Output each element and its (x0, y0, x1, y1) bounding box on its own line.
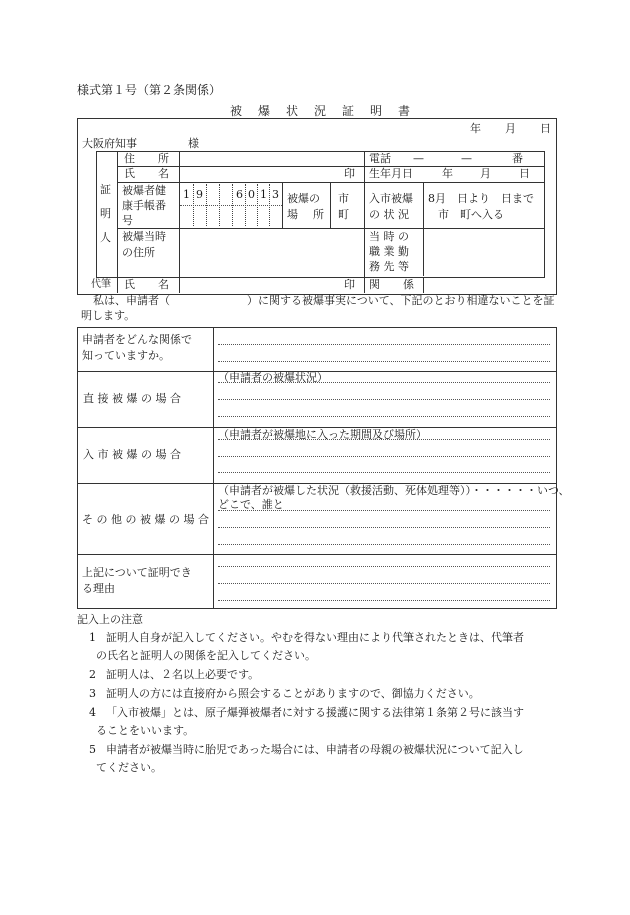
note-number: 2 (89, 668, 96, 681)
notebook-digit: 9 (196, 188, 203, 201)
section-label-direct: 直 接 被 爆 の 場 合 (83, 392, 181, 405)
place-town: 町 (338, 208, 349, 221)
section-label-reason-2: る理由 (82, 582, 115, 595)
certifier-label-2: 明 (100, 207, 111, 220)
direct-hint: （申請者の被爆状況） (218, 371, 328, 384)
note-text: 「入市被爆」とは、原子爆弾被爆者に対する援護に関する法律第１条第２号に該当す (106, 706, 524, 719)
statement-line-2: 明します。 (81, 309, 136, 322)
notebook-digit: 0 (248, 188, 255, 201)
note-text-cont: の氏名と証明人の関係を記入してください。 (96, 649, 316, 662)
dob-year: 年 (442, 167, 453, 180)
name-field[interactable] (181, 167, 341, 180)
proxy-name-label: 氏 名 (124, 278, 175, 291)
place-city: 市 (338, 192, 349, 205)
document-title: 被 爆 状 況 証 明 書 (230, 104, 413, 118)
entry-label-1: 入市被爆 (369, 192, 413, 205)
note-text-cont: ることをいいます。 (96, 724, 195, 737)
proxy-label: 代筆 (91, 279, 111, 290)
note-text: 証明人の方には直接府から照会することがありますので、御協力ください。 (106, 687, 480, 700)
section-label-reason-1: 上記について証明でき (82, 566, 192, 579)
workplace-field[interactable] (425, 230, 543, 275)
dob-month: 月 (480, 167, 491, 180)
dob-label: 生年月日 (369, 167, 413, 180)
workplace-label-1: 当 時 の (369, 230, 409, 243)
addressee-office: 大阪府知事 (82, 137, 137, 150)
dob-day: 日 (519, 167, 530, 180)
notes-heading: 記入上の注意 (77, 613, 143, 626)
statement-line-1: 私は、申請者（ ）に関する被爆事実について、下記のとおり相違ないことを証 (93, 294, 555, 307)
notebook-label-2: 康手帳番 (122, 199, 166, 212)
reason-field[interactable] (216, 558, 554, 606)
date-year: 年 (470, 122, 481, 135)
notebook-label-1: 被爆者健 (122, 184, 166, 197)
section-label-other: そ の 他 の 被 爆 の 場 合 (82, 513, 209, 526)
workplace-label-3: 務 先 等 (369, 260, 409, 273)
certifier-label-1: 証 (100, 183, 111, 196)
notebook-digit: 1 (183, 188, 190, 201)
phone-dash-2: — (461, 152, 472, 165)
other-hint-1: （申請者が被爆した状況（救援活動、死体処理等））・・・・・・いつ、 (218, 484, 570, 497)
other-exposure-field[interactable] (216, 513, 554, 551)
place-label-1: 被爆の (287, 192, 320, 205)
proxy-relation-label: 関 係 (369, 278, 420, 291)
date-month: 月 (505, 122, 516, 135)
former-address-label-2: の住所 (122, 246, 155, 259)
direct-exposure-field[interactable] (216, 386, 554, 424)
proxy-seal: 印 (344, 278, 355, 291)
note-text: 証明人自身が記入してください。やむを得ない理由により代筆されたときは、代筆者 (106, 631, 524, 644)
proxy-relation-field[interactable] (425, 278, 555, 292)
note-text: 証明人は、２名以上必要です。 (106, 668, 260, 681)
relationship-field[interactable] (216, 330, 554, 368)
note-number: 1 (89, 631, 96, 644)
note-text-cont: てください。 (96, 761, 162, 774)
place-label-2: 場 所 (287, 208, 326, 221)
phone-dash-1: — (413, 152, 424, 165)
notebook-digit: 1 (260, 188, 267, 201)
addressee-honorific: 様 (188, 137, 199, 150)
note-text: 申請者が被爆当時に胎児であった場合には、申請者の母親の被爆状況について記入し (106, 743, 524, 756)
address-label: 住 所 (124, 152, 175, 165)
note-number: 3 (89, 687, 96, 700)
former-address-label-1: 被爆当時 (122, 230, 166, 243)
entry-hint: （申請者が被爆地に入った期間及び場所） (218, 428, 427, 441)
notebook-digit: 3 (272, 188, 279, 201)
date-day: 日 (540, 122, 551, 135)
entry-exposure-field[interactable] (216, 443, 554, 481)
section-label-entry: 入 市 被 爆 の 場 合 (83, 448, 181, 461)
entry-label-2: の 状 況 (369, 208, 409, 221)
note-number: 5 (89, 743, 96, 756)
workplace-label-2: 職 業 勤 (369, 245, 409, 258)
section-label-relationship-1: 申請者をどんな関係で (82, 333, 192, 346)
entry-place: 市 町へ入る (438, 208, 504, 221)
note-number: 4 (89, 706, 96, 719)
former-address-field[interactable] (181, 230, 362, 275)
name-label: 氏 名 (124, 167, 175, 180)
seal-mark: 印 (344, 167, 355, 180)
notebook-label-3: 号 (122, 214, 133, 227)
phone-suffix: 番 (512, 152, 523, 165)
section-label-relationship-2: 知っていますか。 (82, 349, 170, 362)
certifier-label-3: 人 (100, 231, 111, 244)
entry-period: 8月 日より 日まで (428, 192, 534, 205)
notebook-digit: 6 (236, 188, 243, 201)
proxy-name-field[interactable] (181, 278, 341, 292)
form-number: 様式第１号（第２条関係） (77, 83, 222, 97)
phone-label: 電話 (369, 152, 391, 165)
other-hint-2: どこで、誰と (218, 498, 284, 511)
address-field[interactable] (181, 152, 362, 165)
